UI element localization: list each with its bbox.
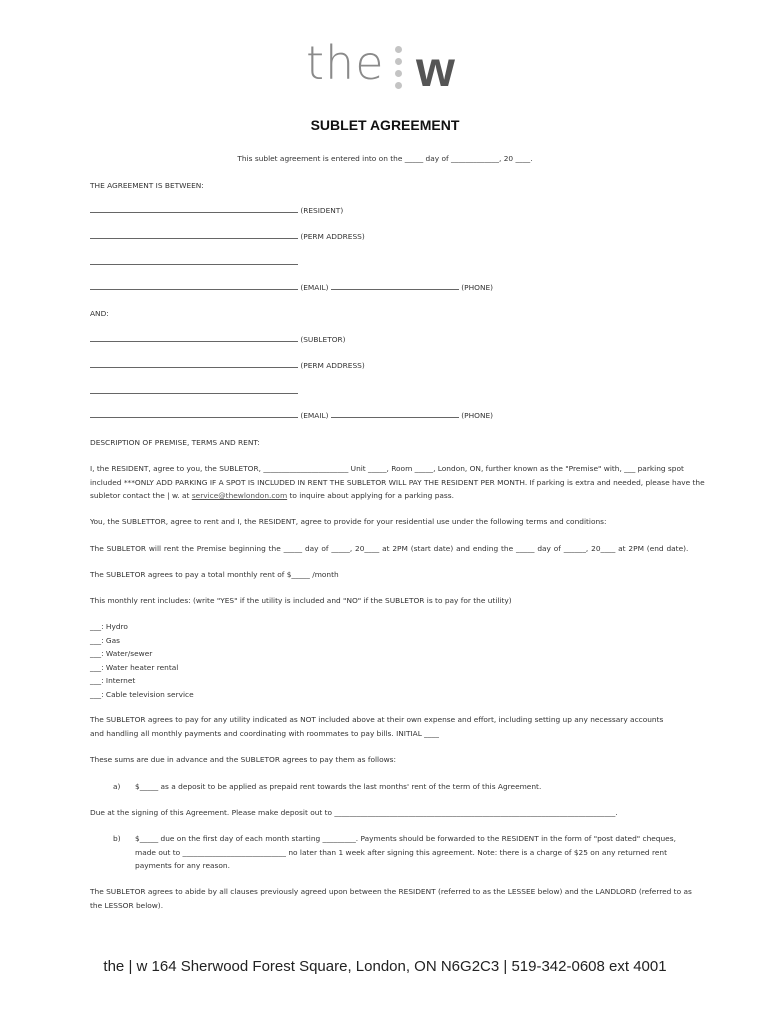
intro-line: This sublet agreement is entered into on the _____ day of _____________, 20 ____. [237,154,533,163]
service-email-link[interactable]: service@thewlondon.com [191,491,288,500]
subletor-contact-row [90,409,493,423]
subletor-name-field[interactable] [90,333,298,342]
resident-address-row [90,230,365,244]
phone-label-2: (PHONE) [461,411,494,420]
item-b-line-1: $_____ due on the first day of each month starting _________. Payments should be forwarded to the RESIDENT in the form of "post dated" cheques, [135,834,676,843]
subletor-address-row [90,359,365,373]
resident-email-field[interactable] [90,281,298,290]
item-b-line-2: made out to ____________________________ no later than 1 week after signing this agreement. Note: there is a charge of $25 on any returned rent [135,847,667,857]
phone-label: (PHONE) [461,283,494,292]
perm-address-label: (PERM ADDRESS) [300,232,365,241]
utility-paragraph-line-1: The SUBLETOR agrees to pay for any utility indicated as NOT included above at their own expense and effort, including setting up any necessary accounts [90,715,664,724]
rent-includes-paragraph: This monthly rent includes: (write "YES" if the utility is included and "NO" if the SUBLETOR is to pay for the utility) [90,596,512,605]
utility-item: ___: Hydro [90,622,128,631]
resident-address-field[interactable] [90,230,298,239]
resident-row [90,204,343,218]
email-label: (EMAIL) [300,283,329,292]
item-a-marker: a) [113,782,121,791]
subletor-row [90,333,346,347]
premise-paragraph-line-1: I, the RESIDENT, agree to you, the SUBLETOR, _______________________ Unit _____, Room _____, London, ON, further known as the "Premise" with, ___ parking spot [90,464,684,473]
email-label-2: (EMAIL) [300,411,329,420]
subletor-phone-field[interactable] [331,409,459,418]
resident-address-row-2 [90,256,298,270]
item-b-line-3: payments for any reason. [135,861,230,870]
page-footer: the | w 164 Sherwood Forest Square, London, ON N6G2C3 | 519-342-0608 ext 4001 [103,958,667,975]
perm-address-label-2: (PERM ADDRESS) [300,361,365,370]
premise-text-pre: subletor contact the | w. at [90,491,192,500]
item-a-text: $_____ as a deposit to be applied as prepaid rent towards the last months' rent of the term of this Agreement. [135,782,542,791]
resident-contact-row [90,281,493,295]
resident-address-field-2[interactable] [90,256,298,265]
premise-text-post: to inquire about applying for a parking pass. [287,491,454,500]
subletor-email-field[interactable] [90,409,298,418]
resident-phone-field[interactable] [331,281,459,290]
terms-paragraph: You, the SUBLETTOR, agree to rent and I, the RESIDENT, agree to provide for your residential use under the following terms and conditions: [90,517,607,526]
item-b-marker: b) [113,834,121,843]
subletor-address-field[interactable] [90,359,298,368]
resident-label: (RESIDENT) [300,206,344,215]
logo-the-text: the [306,36,385,90]
utility-item: ___: Water/sewer [90,649,153,658]
subletor-address-row-2 [90,385,298,399]
rental-period-paragraph: The SUBLETOR will rent the Premise beginning the _____ day of _____, 20____ at 2PM (start date) and ending the _____ day of ______, 20____ at 2PM (end date). [90,544,689,553]
logo-dots-icon [395,46,405,94]
document-title: SUBLET AGREEMENT [310,117,460,133]
logo-w-text: w [416,41,455,97]
description-heading: DESCRIPTION OF PREMISE, TERMS AND RENT: [90,438,260,447]
utility-item: ___: Cable television service [90,689,194,699]
premise-paragraph-line-3 [90,489,454,503]
resident-name-field[interactable] [90,204,298,213]
clauses-paragraph-line-1: The SUBLETOR agrees to abide by all clauses previously agreed upon between the RESIDENT (referred to as the LESSEE below) and the LANDLORD (referred to as [90,887,692,896]
subletor-label: (SUBLETOR) [300,335,346,344]
subletor-address-field-2[interactable] [90,385,298,394]
between-heading: THE AGREEMENT IS BETWEEN: [90,181,204,190]
utility-item: ___: Gas [90,635,121,645]
clauses-paragraph-line-2: the LESSOR below). [90,900,164,910]
utility-item: ___: Water heater rental [90,662,179,672]
utility-item: ___: Internet [90,676,136,685]
and-heading: AND: [90,309,109,318]
utility-paragraph-line-2: and handling all monthly payments and coordinating with roommates to pay bills. INITIAL ____ [90,728,439,738]
deposit-line: Due at the signing of this Agreement. Please make deposit out to ____________________________________________________________________________. [90,808,618,817]
payment-paragraph: These sums are due in advance and the SUBLETOR agrees to pay them as follows: [90,755,397,764]
monthly-rent-paragraph: The SUBLETOR agrees to pay a total monthly rent of $_____ /month [90,570,339,579]
premise-paragraph-line-2: included ***ONLY ADD PARKING IF A SPOT IS INCLUDED IN RENT THE SUBLETOR WILL PAY THE RESIDENT PER MONTH. If parking is extra and needed, please have the [90,477,705,487]
